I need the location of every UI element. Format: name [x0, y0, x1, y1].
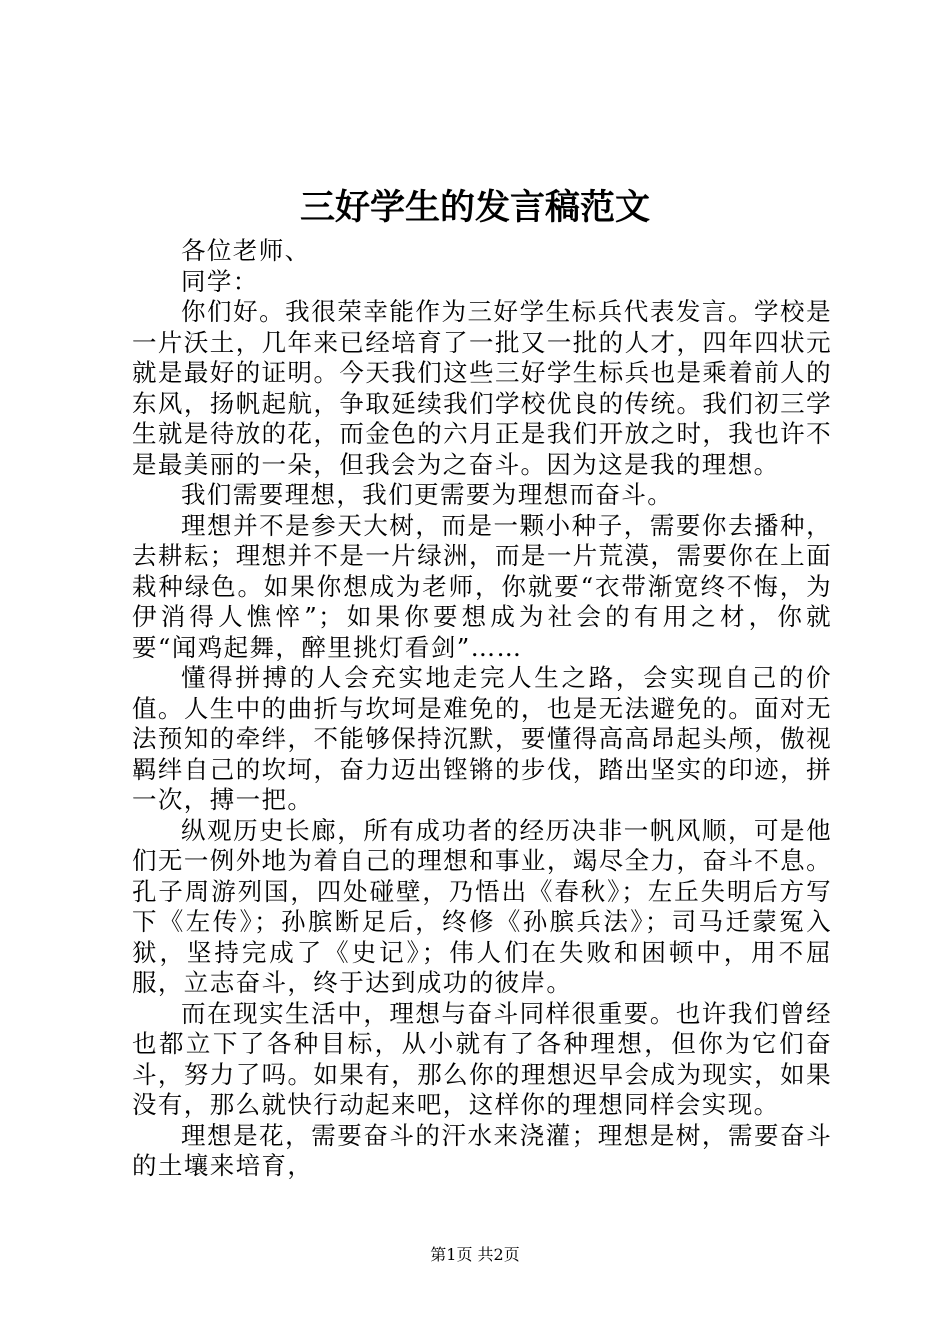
document-body — [132, 236, 832, 1182]
paragraph: 理想并不是参天大树，而是一颗小种子，需要你去播种，去耕耘；理想并不是一片绿洲，而是一片荒漠，需要你在上面栽种绿色。如果你想成为老师，你就要“衣带渐宽终不悔，为伊消得人憔悴”；如果你要想成为社会的有用之材，你就要“闻鸡起舞，醉里挑灯看剑”…… — [132, 510, 832, 662]
paragraph: 懂得拼搏的人会充实地走完人生之路，会实现自己的价值。人生中的曲折与坎坷是难免的，也是无法避免的。面对无法预知的牵绊，不能够保持沉默，要懂得高高昂起头颅，傲视羁绊自己的坎坷，奋力迈出铿锵的步伐，踏出坚实的印迹，拼一次，搏一把。 — [132, 663, 832, 814]
paragraph: 而在现实生活中，理想与奋斗同样很重要。也许我们曾经也都立下了各种目标，从小就有了各种理想，但你为它们奋斗，努力了吗。如果有，那么你的理想迟早会成为现实，如果没有，那么就快行动起来吧，这样你的理想同样会实现。 — [132, 998, 832, 1119]
page-footer: 第1页 共2页 — [430, 1245, 520, 1264]
salutation-line-2: 同学： — [181, 266, 259, 296]
paragraph: 纵观历史长廊，所有成功者的经历决非一帆风顺，可是他们无一例外地为着自己的理想和事业，竭尽全力，奋斗不息。孔子周游列国，四处碰壁，乃悟出《春秋》；左丘失明后方写下《左传》；孙膑断足后，终修《孙膑兵法》；司马迁蒙冤入狱，坚持完成了《史记》；伟人们在失败和困顿中，用不屈服，立志奋斗，终于达到成功的彼岸。 — [132, 815, 832, 997]
document-title: 三好学生的发言稿范文 — [299, 187, 650, 228]
paragraph: 理想是花，需要奋斗的汗水来浇灌；理想是树，需要奋斗的土壤来培育， — [132, 1120, 832, 1180]
paragraph: 你们好。我很荣幸能作为三好学生标兵代表发言。学校是一片沃土，几年来已经培育了一批又一批的人才，四年四状元就是最好的证明。今天我们这些三好学生标兵也是乘着前人的东风，扬帆起航，争取延续我们学校优良的传统。我们初三学生就是待放的花，而金色的六月正是我们开放之时，我也许不是最美丽的一朵，但我会为之奋斗。因为这是我的理想。 — [132, 297, 832, 479]
salutation-line-1: 各位老师、 — [181, 236, 311, 265]
paragraph: 我们需要理想，我们更需要为理想而奋斗。 — [181, 480, 674, 509]
